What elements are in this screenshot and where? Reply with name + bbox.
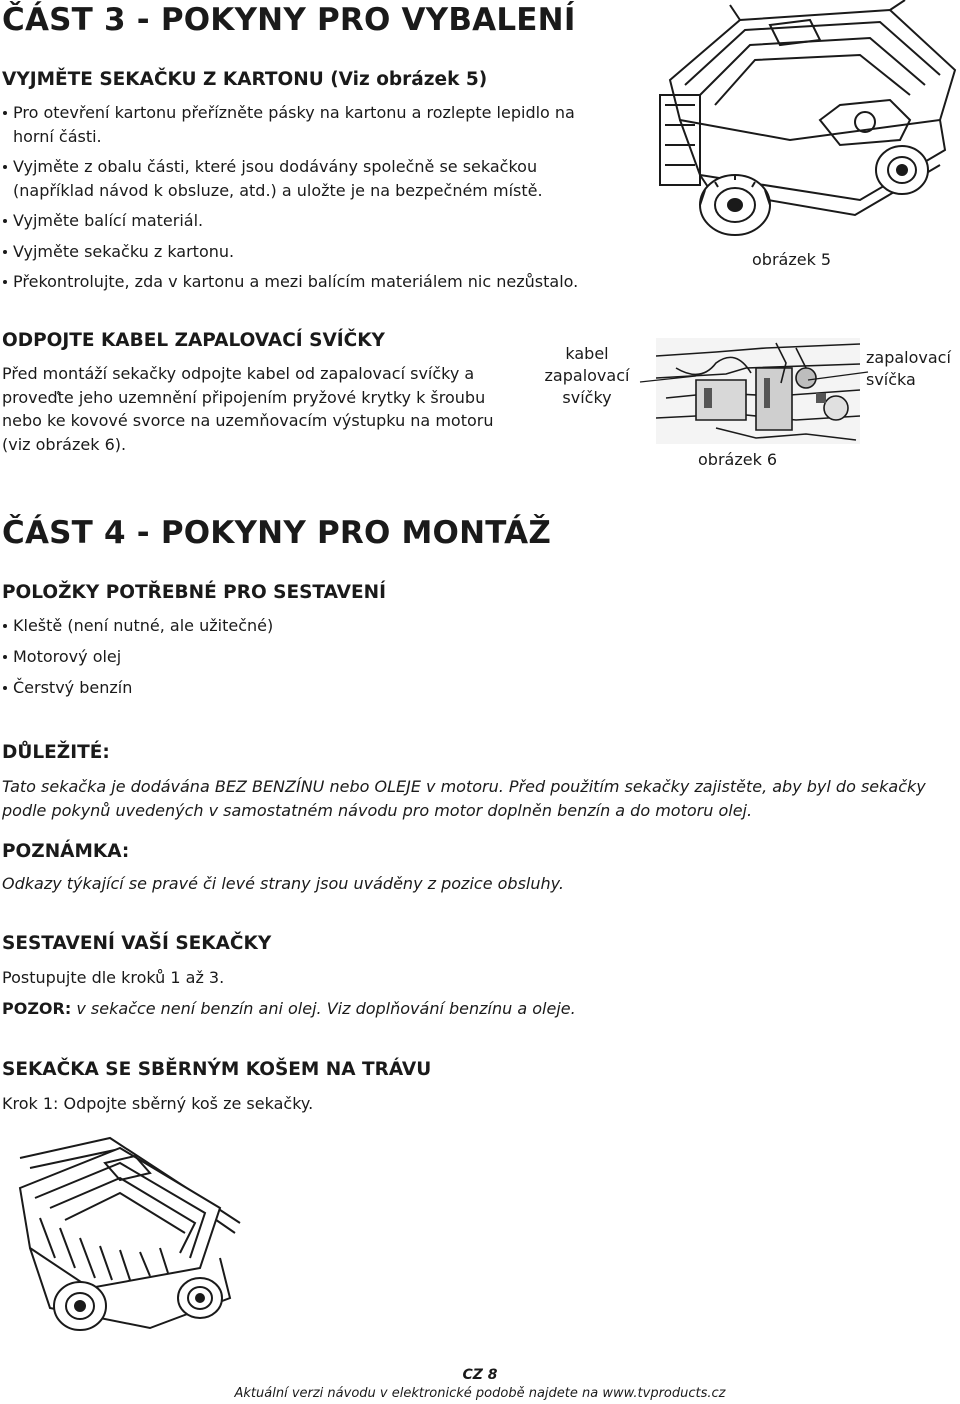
list-item: Čerstvý benzín xyxy=(2,676,602,700)
unbox-list xyxy=(2,101,614,301)
warning-label: POZOR: xyxy=(2,999,72,1018)
footer-page: CZ 8 xyxy=(462,1367,498,1383)
footer-text: Aktuální verzi návodu v elektronické podobě najdete na www.tvproducts.cz xyxy=(234,1386,726,1401)
warning-text: v sekačce není benzín ani olej. Viz doplňování benzínu a oleje. xyxy=(71,999,576,1018)
note-text: Odkazy týkající se pravé či levé strany jsou uváděny z pozice obsluhy. xyxy=(2,874,564,893)
list-item: Pro otevření kartonu přeřízněte pásky na kartonu a rozlepte lepidlo na horní části. xyxy=(2,101,614,148)
needed-list xyxy=(2,614,602,707)
grass-bag-illustration xyxy=(0,1128,300,1338)
figure6-caption: obrázek 6 xyxy=(698,450,778,469)
label-line: svíčka xyxy=(866,370,916,389)
important-text: Tato sekačka je dodávána BEZ BENZÍNU nebo OLEJE v motoru. Před použitím sekačky zajistěte, aby byl do sekačky podle pokynů uvedených v samostatném návodu pro motor doplněn benzín a do motoru olej. xyxy=(2,777,926,820)
figure6-callouts xyxy=(636,350,886,410)
lawn-mower-illustration xyxy=(640,0,960,240)
assembly-heading: SESTAVENÍ VAŠÍ SEKAČKY xyxy=(2,933,272,954)
note-heading: POZNÁMKA: xyxy=(2,841,130,862)
label-line: zapalovací xyxy=(866,348,951,367)
part3-title: ČÁST 3 - POKYNY PRO VYBALENÍ xyxy=(2,2,576,38)
label-line: svíčky xyxy=(562,388,612,407)
list-item: Překontrolujte, zda v kartonu a mezi balícím materiálem nic nezůstalo. xyxy=(2,270,614,294)
list-item: Kleště (není nutné, ale užitečné) xyxy=(2,614,602,638)
label-line: kabel xyxy=(565,344,609,363)
assembly-warning xyxy=(2,997,902,1021)
list-item: Vyjměte sekačku z kartonu. xyxy=(2,240,614,264)
figure6-label-right xyxy=(866,347,951,391)
unbox-heading: VYJMĚTE SEKAČKU Z KARTONU (Viz obrázek 5) xyxy=(2,69,488,90)
assembly-text: Postupujte dle kroků 1 až 3. xyxy=(2,968,225,987)
list-item: Vyjměte balící materiál. xyxy=(2,209,614,233)
part4-title: ČÁST 4 - POKYNY PRO MONTÁŽ xyxy=(2,515,552,551)
list-item: Vyjměte z obalu části, které jsou dodávány společně se sekačkou (například návod k obsluze, atd.) a uložte je na bezpečném místě. xyxy=(2,155,614,202)
grass-bag-heading: SEKAČKA SE SBĚRNÝM KOŠEM NA TRÁVU xyxy=(2,1059,432,1080)
list-item: Motorový olej xyxy=(2,645,602,669)
figure6-label-left xyxy=(532,343,642,409)
figure5-illustration xyxy=(640,0,960,240)
needed-heading: POLOŽKY POTŘEBNÉ PRO SESTAVENÍ xyxy=(2,582,387,603)
cable-heading: ODPOJTE KABEL ZAPALOVACÍ SVÍČKY xyxy=(2,330,385,351)
important-heading: DŮLEŽITÉ: xyxy=(2,742,110,763)
figure5-caption: obrázek 5 xyxy=(752,250,832,269)
cable-text: Před montáží sekačky odpojte kabel od zapalovací svíčky a proveďte jeho uzemnění připojením pryžové krytky k šroubu nebo ke kovové svorce na uzemňovacím výstupku na motoru (viz obrázek 6). xyxy=(2,364,494,454)
grass-bag-text: Krok 1: Odpojte sběrný koš ze sekačky. xyxy=(2,1094,314,1113)
mower-with-grass-bag-illustration xyxy=(0,1128,300,1338)
label-line: zapalovací xyxy=(544,366,630,385)
